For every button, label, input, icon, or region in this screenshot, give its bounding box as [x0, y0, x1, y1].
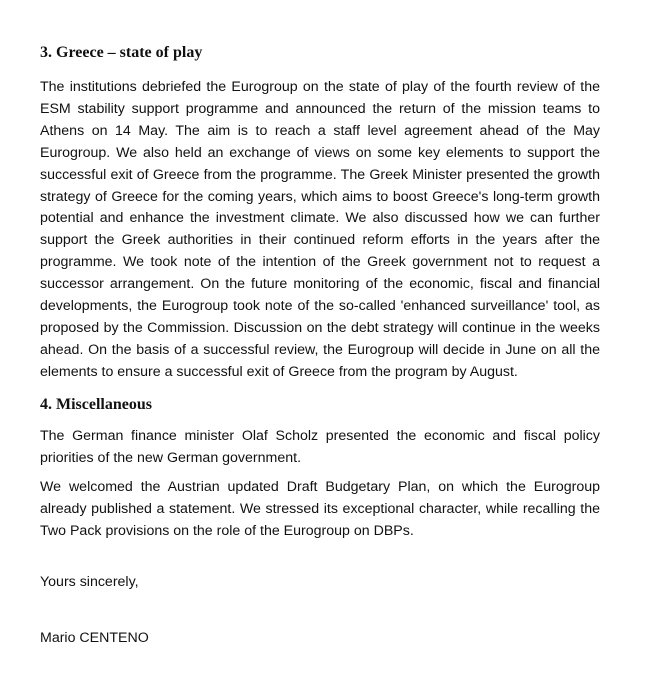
- section-4-heading: 4. Miscellaneous: [40, 396, 152, 413]
- section-3-heading: 3. Greece – state of play: [40, 44, 203, 61]
- signatory-name: Mario CENTENO: [40, 630, 149, 646]
- section-4-paragraph-1: The German finance minister Olaf Scholz presented the economic and fiscal policy priorities of the new German government.: [40, 428, 600, 466]
- section-4-paragraph-2: We welcomed the Austrian updated Draft Budgetary Plan, on which the Eurogroup already published a statement. We stressed its exceptional character, while recalling the Two Pack provisions on the role of the Eurogroup on DBPs.: [40, 479, 600, 539]
- closing-salutation: Yours sincerely,: [40, 574, 139, 590]
- section-3-paragraph: The institutions debriefed the Eurogroup on the state of play of the fourth review of the ESM stability support programme and announced the return of the mission teams to Athens on 14 May. The aim is to reach a staff level agreement ahead of the May Eurogroup. We also held an exchange of views on some key elements to support the successful exit of Greece from the programme. The Greek Minister presented the growth strategy of Greece for the coming years, which aims to boost Greece's long-term growth potential and enhance the investment climate. We also discussed how we can further support the Greek authorities in their continued reform efforts in the years after the programme. We took note of the intention of the Greek government not to request a successor arrangement. On the future monitoring of the economic, fiscal and financial developments, the Eurogroup took note of the so-called 'enhanced surveillance' tool, as proposed by the Commission. Discussion on the debt strategy will continue in the weeks ahead. On the basis of a successful review, the Eurogroup will decide in June on all the elements to ensure a successful exit of Greece from the program by August.: [40, 79, 600, 380]
